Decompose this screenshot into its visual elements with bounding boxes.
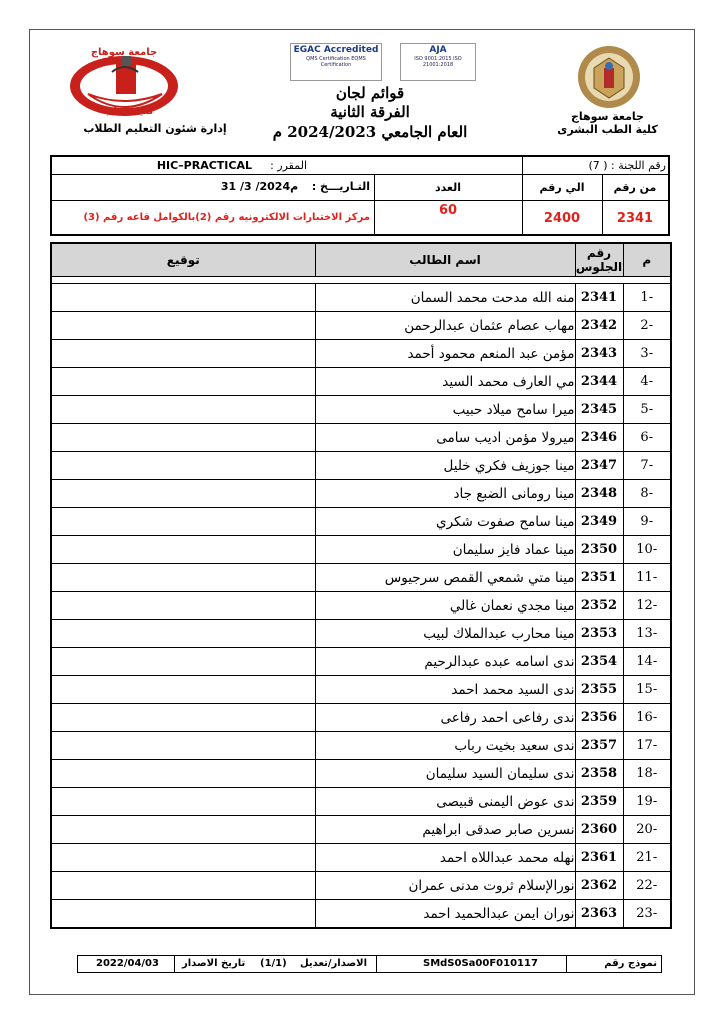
svg-text:كلية الطب: كلية الطب: [102, 106, 154, 117]
student-name: مينا جوزيف فكري خليل: [315, 452, 575, 480]
seat-number: 2354: [575, 648, 623, 676]
row-index: -13: [623, 620, 671, 648]
row-index: -20: [623, 816, 671, 844]
seat-number: 2347: [575, 452, 623, 480]
university-label: جامعة سوهاج: [571, 110, 644, 123]
aja-badge: AJA ISO 9001:2015 ISO 21001:2018: [400, 43, 476, 81]
signature-cell[interactable]: [51, 284, 315, 312]
to-label: الي رقم: [539, 181, 585, 194]
table-row: [51, 872, 671, 900]
student-name: مينا سامح صفوت شكري: [315, 508, 575, 536]
seat-number: 2344: [575, 368, 623, 396]
student-name: ندى سليمان السيد سليمان: [315, 760, 575, 788]
issue-date: 2022/04/03: [96, 958, 159, 969]
signature-cell[interactable]: [51, 368, 315, 396]
seat-number: 2351: [575, 564, 623, 592]
signature-cell[interactable]: [51, 816, 315, 844]
table-header-row: [51, 243, 671, 277]
row-index: -2: [623, 312, 671, 340]
office-name: إدارة شئون التعليم الطلاب: [83, 122, 227, 135]
row-index: -4: [623, 368, 671, 396]
form-number: SMdS0Sa00F010117: [423, 958, 538, 969]
table-row: [51, 592, 671, 620]
student-name: منه الله مدحت محمد السمان: [315, 284, 575, 312]
issue-label: الاصدار/تعديل: [300, 958, 368, 969]
signature-cell[interactable]: [51, 844, 315, 872]
seat-number: 2352: [575, 592, 623, 620]
signature-cell[interactable]: [51, 760, 315, 788]
student-name: مؤمن عبد المنعم محمود أحمد: [315, 340, 575, 368]
seat-number: 2357: [575, 732, 623, 760]
table-row: [51, 900, 671, 929]
student-count: 60: [438, 203, 458, 218]
table-row: [51, 536, 671, 564]
col-seat-header: رقم الجلوس: [575, 243, 623, 277]
signature-cell[interactable]: [51, 396, 315, 424]
signature-cell[interactable]: [51, 788, 315, 816]
student-name: ميرولا مؤمن اديب سامى: [315, 424, 575, 452]
title-line-3: العام الجامعي 2024/2023 م: [272, 123, 468, 141]
signature-cell[interactable]: [51, 872, 315, 900]
row-index: -23: [623, 900, 671, 929]
row-index: -21: [623, 844, 671, 872]
signature-cell[interactable]: [51, 592, 315, 620]
header-gap: [51, 277, 671, 284]
student-name: مينا متي شمعي القمص سرجيوس: [315, 564, 575, 592]
from-number: 2341: [616, 211, 654, 226]
seat-number: 2355: [575, 676, 623, 704]
student-name: مينا عماد فايز سليمان: [315, 536, 575, 564]
signature-cell[interactable]: [51, 648, 315, 676]
row-index: -14: [623, 648, 671, 676]
table-row: [51, 760, 671, 788]
row-index: -5: [623, 396, 671, 424]
seat-number: 2353: [575, 620, 623, 648]
row-index: -3: [623, 340, 671, 368]
table-row: [51, 424, 671, 452]
signature-cell[interactable]: [51, 508, 315, 536]
row-index: -16: [623, 704, 671, 732]
form-number-label: نموذج رقم: [604, 958, 657, 969]
faculty-logo: [66, 42, 186, 122]
seat-number: 2345: [575, 396, 623, 424]
footer-divider-3: [174, 956, 175, 972]
seat-number: 2346: [575, 424, 623, 452]
title-line-2: الفرقة الثانية: [330, 103, 410, 121]
col-index-header: م: [623, 243, 671, 277]
signature-cell[interactable]: [51, 900, 315, 929]
row-index: -8: [623, 480, 671, 508]
row-index: -9: [623, 508, 671, 536]
table-row: [51, 620, 671, 648]
seat-number: 2361: [575, 844, 623, 872]
table-row: [51, 732, 671, 760]
form-footer: [77, 955, 662, 973]
table-row: [51, 564, 671, 592]
from-label: من رقم: [613, 181, 657, 194]
student-name: مينا محارب عبدالملاك لبيب: [315, 620, 575, 648]
row-index: -10: [623, 536, 671, 564]
signature-cell[interactable]: [51, 480, 315, 508]
seat-number: 2349: [575, 508, 623, 536]
student-name: مينا رومانى الضبع جاد: [315, 480, 575, 508]
seat-number: 2350: [575, 536, 623, 564]
date-label: التـاريـــخ :: [311, 180, 370, 193]
student-name: نوران ايمن عبدالحميد احمد: [315, 900, 575, 929]
table-row: [51, 452, 671, 480]
seat-number: 2342: [575, 312, 623, 340]
table-row: [51, 508, 671, 536]
row-index: -17: [623, 732, 671, 760]
document-title: [250, 84, 490, 143]
faculty-label: كلية الطب البشرى: [557, 123, 658, 136]
exam-venue: مركز الاختبارات الالكترونيه رقم (2)بالكوامل قاعه رقم (3): [83, 212, 370, 223]
row-index: -22: [623, 872, 671, 900]
signature-cell[interactable]: [51, 452, 315, 480]
signature-cell[interactable]: [51, 340, 315, 368]
signature-cell[interactable]: [51, 732, 315, 760]
table-row: [51, 340, 671, 368]
table-row: [51, 816, 671, 844]
row-index: -15: [623, 676, 671, 704]
table-row: [51, 704, 671, 732]
student-name: ميرا سامح ميلاد حبيب: [315, 396, 575, 424]
exam-date: 31 /3 /2024م: [220, 180, 299, 193]
row-index: -6: [623, 424, 671, 452]
row-index: -19: [623, 788, 671, 816]
university-name: [545, 110, 670, 136]
col-sign-header: توقيع: [51, 243, 315, 277]
svg-text:جامعة سوهاج: جامعة سوهاج: [90, 47, 158, 58]
info-divider-2: [522, 175, 523, 234]
seat-number: 2363: [575, 900, 623, 929]
table-row: [51, 480, 671, 508]
table-row: [51, 284, 671, 312]
seat-number: 2359: [575, 788, 623, 816]
footer-divider-1: [566, 956, 567, 972]
university-seal: [574, 44, 644, 110]
signature-cell[interactable]: [51, 564, 315, 592]
student-name: نورالإسلام ثروت مدنى عمران: [315, 872, 575, 900]
student-name: ندى السيد محمد احمد: [315, 676, 575, 704]
info-divider-1: [374, 175, 375, 234]
table-row: [51, 312, 671, 340]
to-number: 2400: [543, 211, 581, 226]
course-name: HIC–PRACTICAL: [156, 159, 252, 172]
row-index: -7: [623, 452, 671, 480]
table-row: [51, 368, 671, 396]
row-index: -1: [623, 284, 671, 312]
table-row: [51, 844, 671, 872]
issue-date-label: تاريخ الاصدار: [182, 958, 246, 969]
info-divider-3: [602, 175, 603, 234]
student-name: ندى سعيد بخيت رباب: [315, 732, 575, 760]
footer-divider-2: [376, 956, 377, 972]
table-row: [51, 396, 671, 424]
signature-cell[interactable]: [51, 620, 315, 648]
seat-number: 2358: [575, 760, 623, 788]
col-name-header: اسم الطالب: [315, 243, 575, 277]
seat-number: 2348: [575, 480, 623, 508]
seat-number: 2356: [575, 704, 623, 732]
egac-badge: EGAC Accredited QMS Certification EQMS Certification: [290, 43, 382, 81]
signature-cell[interactable]: [51, 704, 315, 732]
row-index: -11: [623, 564, 671, 592]
student-name: مينا مجدي نعمان غالي: [315, 592, 575, 620]
exam-info-box: [50, 155, 670, 236]
accreditation-badges: [290, 43, 480, 81]
seat-number: 2360: [575, 816, 623, 844]
student-name: ندى رفاعى احمد رفاعى: [315, 704, 575, 732]
row-index: -12: [623, 592, 671, 620]
signature-cell[interactable]: [51, 424, 315, 452]
title-line-1: قوائم لجان: [335, 84, 405, 102]
table-row: [51, 676, 671, 704]
student-name: ندى اسامه عبده عبدالرحيم: [315, 648, 575, 676]
issue-value: (1/1): [260, 958, 287, 969]
student-name: ندى عوض اليمنى قبيصى: [315, 788, 575, 816]
student-name: مهاب عصام عثمان عبدالرحمن: [315, 312, 575, 340]
students-table: [50, 242, 672, 929]
signature-cell[interactable]: [51, 676, 315, 704]
seat-number: 2341: [575, 284, 623, 312]
student-name: مي العارف محمد السيد: [315, 368, 575, 396]
table-row: [51, 648, 671, 676]
seat-number: 2343: [575, 340, 623, 368]
row-index: -18: [623, 760, 671, 788]
student-name: نسرين صابر صدقى ابراهيم: [315, 816, 575, 844]
table-row: [51, 788, 671, 816]
seat-number: 2362: [575, 872, 623, 900]
count-label: العدد: [434, 181, 462, 194]
signature-cell[interactable]: [51, 312, 315, 340]
committee-number: رقم اللجنة : ( 7): [588, 159, 666, 172]
student-name: نهله محمد عبداللاه احمد: [315, 844, 575, 872]
signature-cell[interactable]: [51, 536, 315, 564]
gap-cell: [51, 277, 671, 284]
course-label: المقرر :: [270, 159, 307, 172]
